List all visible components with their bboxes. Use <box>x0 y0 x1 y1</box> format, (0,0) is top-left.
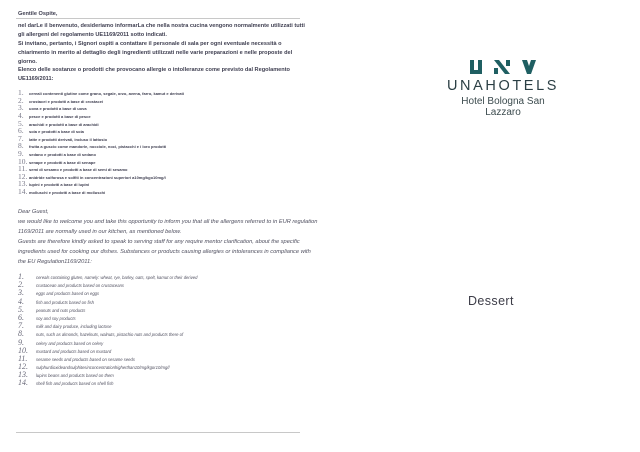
item-number: 4. <box>18 111 24 121</box>
item-text: anidride solforosa e solfiti in concentrazioni superiori a10mg/kgo10mg/l <box>29 174 166 180</box>
brand-name: UNAHOTELS <box>446 78 560 94</box>
italian-intro <box>18 10 310 84</box>
list-item <box>18 362 318 370</box>
item-number: 11. <box>18 353 28 363</box>
item-text: sedano e prodotti a base di sedano <box>29 152 96 157</box>
item-number: 2. <box>18 95 24 105</box>
item-number: 1. <box>18 272 24 281</box>
list-item <box>18 164 310 172</box>
item-number: 13. <box>18 179 28 189</box>
item-text: nuts, such as almonds, hazelnuts, walnuts, pistachio nuts and products there of <box>36 332 184 338</box>
item-text: fish and products based on fish <box>36 299 94 305</box>
list-item <box>18 141 310 149</box>
list-item <box>18 272 318 280</box>
a-logo-icon <box>522 60 536 74</box>
item-number: 6. <box>18 312 24 322</box>
item-text: sesame seeds and products based on sesame seeds <box>36 356 135 362</box>
item-number: 7. <box>18 133 24 143</box>
item-number: 12. <box>18 362 28 372</box>
list-item <box>18 338 318 346</box>
item-text: senape e prodotti a base di senape <box>29 159 96 165</box>
english-paragraph: Guests are therefore kindly asked to speak to serving staff for any require mentor clarification, about the specific ingredients used for cooking our dishes. Substances or products causing allergies or intolerances in compliance with the EU Regulation1169/2011: <box>18 239 311 265</box>
list-item <box>18 354 318 362</box>
list-item <box>18 103 310 111</box>
unahotels-logo <box>443 60 563 118</box>
english-intro <box>18 207 318 267</box>
italian-paragraph: nel darLe il benvenuto, desideriamo informarLa che nella nostra cucina vengono normalmente utilizzati tutti gli allergeni del regolamento UE1169/2011 sotto indicati. <box>18 22 305 38</box>
item-number: 10. <box>18 345 28 355</box>
english-allergen-list <box>18 272 318 387</box>
item-number: 4. <box>18 296 24 306</box>
list-item <box>18 157 310 165</box>
item-text: crostacei e prodotti a base di crostacei <box>29 98 104 104</box>
item-number: 8. <box>18 141 24 151</box>
item-text: semi di sesamo e prodotti a base di semi di sesamo <box>29 167 128 173</box>
english-allergen-notice <box>18 207 318 387</box>
list-item <box>18 305 318 313</box>
list-item <box>18 96 310 104</box>
item-number: 5. <box>18 118 24 128</box>
list-item <box>18 280 318 288</box>
item-number: 14. <box>18 378 28 388</box>
item-text: arachidi e prodotti a base di arachidi <box>29 121 99 127</box>
list-item <box>18 172 310 180</box>
item-number: 2. <box>18 280 24 290</box>
list-item <box>18 119 310 127</box>
list-item <box>18 88 310 96</box>
item-text: soia e prodotti a base di soia <box>29 129 84 135</box>
item-text: milk and dairy produce, including lactose <box>36 324 112 330</box>
item-text: sulphurdioxideandsulphitesinconcentrationhigherthan10/mg/kgor10/mg/l <box>36 365 170 371</box>
list-item <box>18 346 318 354</box>
list-item <box>18 149 310 157</box>
item-text: mustard and products based on mustard <box>36 348 112 354</box>
item-text: frutta a guscio come mandorle, nocciole, noci, pistacchi e i loro prodotti <box>29 144 167 150</box>
item-number: 7. <box>18 321 24 331</box>
item-text: peanuts and nuts products <box>36 307 86 313</box>
english-paragraph: we would like to welcome you and take this opportunity to inform you that all the allergens referred to in EUR regulation 1169/2011 are normally used in our kitchen, as mentioned below. <box>18 219 318 235</box>
list-item <box>18 179 310 187</box>
italian-allergen-list <box>18 88 310 194</box>
item-text: lupini e prodotti a base di lupini <box>29 182 90 188</box>
item-number: 6. <box>18 126 24 136</box>
item-number: 8. <box>18 329 24 339</box>
list-item <box>18 126 310 134</box>
list-item <box>18 297 318 305</box>
italian-paragraph: Si invitano, pertanto, i Signori ospiti a contattare il personale di sala per ogni eventuale necessità o chiarimento in merito al dettaglio degli ingredienti utilizzati nelle varie preparazioni e nelle proposte del giorno. <box>18 40 293 65</box>
item-number: 10. <box>18 156 28 166</box>
item-text: shell fish and products based on shell fish <box>36 381 114 387</box>
item-number: 11. <box>18 164 28 174</box>
list-item <box>18 321 318 329</box>
item-number: 3. <box>18 288 24 298</box>
item-text: latte e prodotti derivati, incluso il lattosio <box>29 136 108 142</box>
n-logo-icon <box>494 60 510 74</box>
list-item <box>18 370 318 378</box>
logo-marks <box>443 60 563 74</box>
list-item <box>18 378 318 386</box>
u-logo-icon <box>470 60 482 74</box>
item-text: soy and soy products <box>36 315 76 321</box>
bottom-divider <box>16 432 300 433</box>
item-text: uova e prodotti a base di uova <box>29 106 87 112</box>
item-number: 9. <box>18 337 24 347</box>
item-number: 14. <box>18 186 28 196</box>
item-text: celery and products based on celery <box>36 340 104 346</box>
hotel-name: Hotel Bologna San Lazzaro <box>461 96 545 118</box>
italian-allergen-notice <box>18 10 310 195</box>
item-number: 13. <box>18 370 28 380</box>
list-item <box>18 134 310 142</box>
list-item <box>18 329 318 337</box>
item-text: molluschi e prodotti a base di molluschi <box>29 189 106 195</box>
item-number: 9. <box>18 149 24 158</box>
item-text: eggs and products based on eggs <box>36 291 100 297</box>
item-text: cereali contenenti glutine come grano, segale, orzo, avena, farro, kamut e derivati <box>29 91 184 97</box>
italian-greeting: Gentile Ospite, <box>18 11 58 17</box>
english-greeting: Dear Guest, <box>18 209 49 215</box>
list-item <box>18 288 318 296</box>
item-text: pesce e prodotti a base di pesce <box>29 114 91 120</box>
item-number: 12. <box>18 171 28 181</box>
menu-title: Dessert <box>468 294 514 308</box>
list-item <box>18 111 310 119</box>
item-number: 3. <box>18 103 24 113</box>
item-number: 1. <box>18 88 24 98</box>
item-text: lupins beans and products based on them <box>36 373 114 379</box>
item-number: 5. <box>18 304 24 314</box>
italian-paragraph: Elenco delle sostanze o prodotti che provocano allergie o intolleranze come previsto dal Regolamento UE1169/2011: <box>18 67 290 83</box>
list-item <box>18 313 318 321</box>
item-text: crustacean and products based on crustaceans <box>36 283 124 289</box>
item-text: cereals containing gluten, namely: wheat, rye, barley, oats, spelt, kamut or their derived <box>36 275 198 280</box>
list-item <box>18 187 310 195</box>
